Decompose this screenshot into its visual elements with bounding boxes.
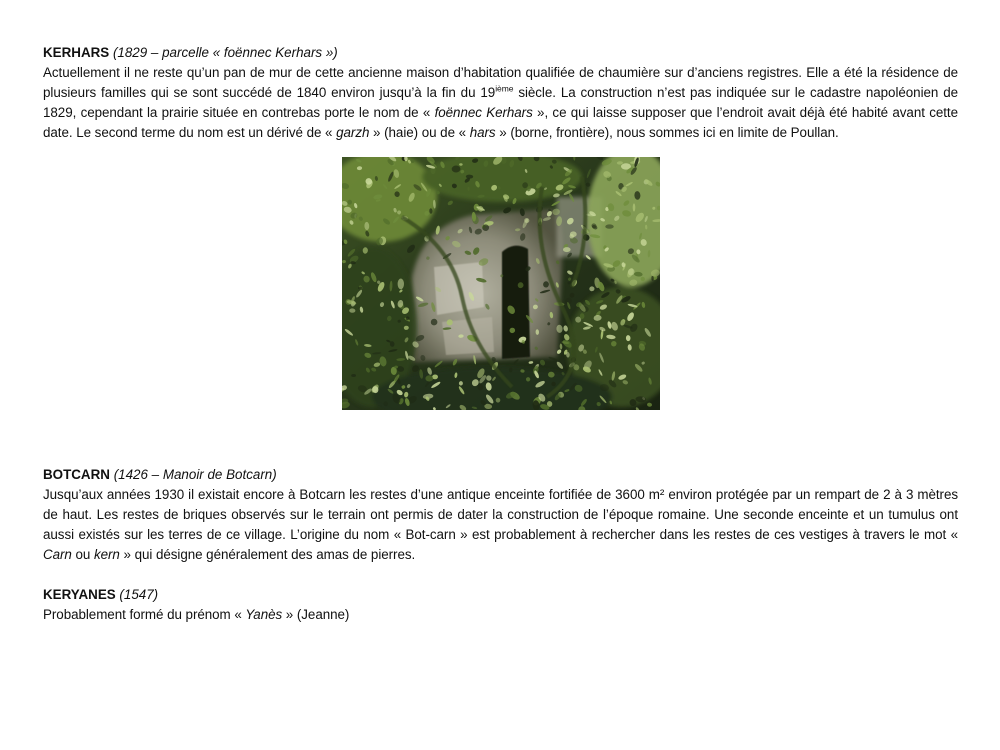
entry-name: KERYANES: [43, 587, 116, 602]
ruin-wall-photo: [342, 157, 660, 410]
entry-date: (1547): [119, 587, 159, 602]
photo-container: [43, 157, 958, 410]
leaf-mark: [605, 224, 613, 228]
entry-title-kerhars: [43, 43, 958, 63]
entry-date: (1829 – parcelle « foënnec Kerhars »): [112, 45, 338, 60]
entry-keryanes: [43, 585, 958, 625]
superscript-ieme: ième: [495, 83, 514, 94]
entry-text-botcarn: Jusqu’aux années 1930 il existait encore à Botcarn les restes d’une antique enceinte fortifiée de 3600 m² environ protégée par un rempart de 2 à 3 mètres de haut. Les restes de briques observés sur le terrain ont permis de dater la construction de l’époque romaine. Une seconde enceinte et un tumulus ont aussi existés sur les terres de ce village. L’origine du nom « Bot-carn » est probablement à rechercher dans les restes de ces vestiges à travers le mot « Carn ou kern » qui désigne généralement des amas de pierres.: [43, 487, 958, 562]
leaf-mark: [477, 384, 483, 391]
entry-name: BOTCARN: [43, 467, 110, 482]
leaf-mark: [632, 203, 635, 211]
entry-text-kerhars: Actuellement il ne reste qu’un pan de mur de cette ancienne maison d’habitation qualifiée de chaumière sur d’anciens registres. Elle a été la résidence de plusieurs familles qui se sont succédé de 1840 environ jusqu’à la fin du 19ième siècle. La construction n’est pas indiquée sur le cadastre napoléonien de 1829, cependant la prairie située en contrebas porte le nom de « foënnec Kerhars », ce qui laisse supposer que l’endroit avait déjà été habité avant cette date. Le second terme du nom est un dérivé de « garzh » (haie) ou de « hars » (borne, frontière), nous sommes ici en limite de Poullan.: [43, 65, 958, 140]
entry-title-keryanes: [43, 585, 958, 605]
entry-kerhars: [43, 43, 958, 143]
leaf-mark: [351, 374, 356, 377]
entry-date: (1426 – Manoir de Botcarn): [113, 467, 277, 482]
entry-title-botcarn: [43, 465, 958, 485]
leaf-mark: [563, 247, 571, 252]
document-page: [43, 43, 958, 625]
entry-name: KERHARS: [43, 45, 110, 60]
entry-text-keryanes: Probablement formé du prénom « Yanès » (Jeanne): [43, 607, 350, 622]
leaf-mark: [397, 279, 403, 290]
entry-botcarn: [43, 465, 958, 565]
